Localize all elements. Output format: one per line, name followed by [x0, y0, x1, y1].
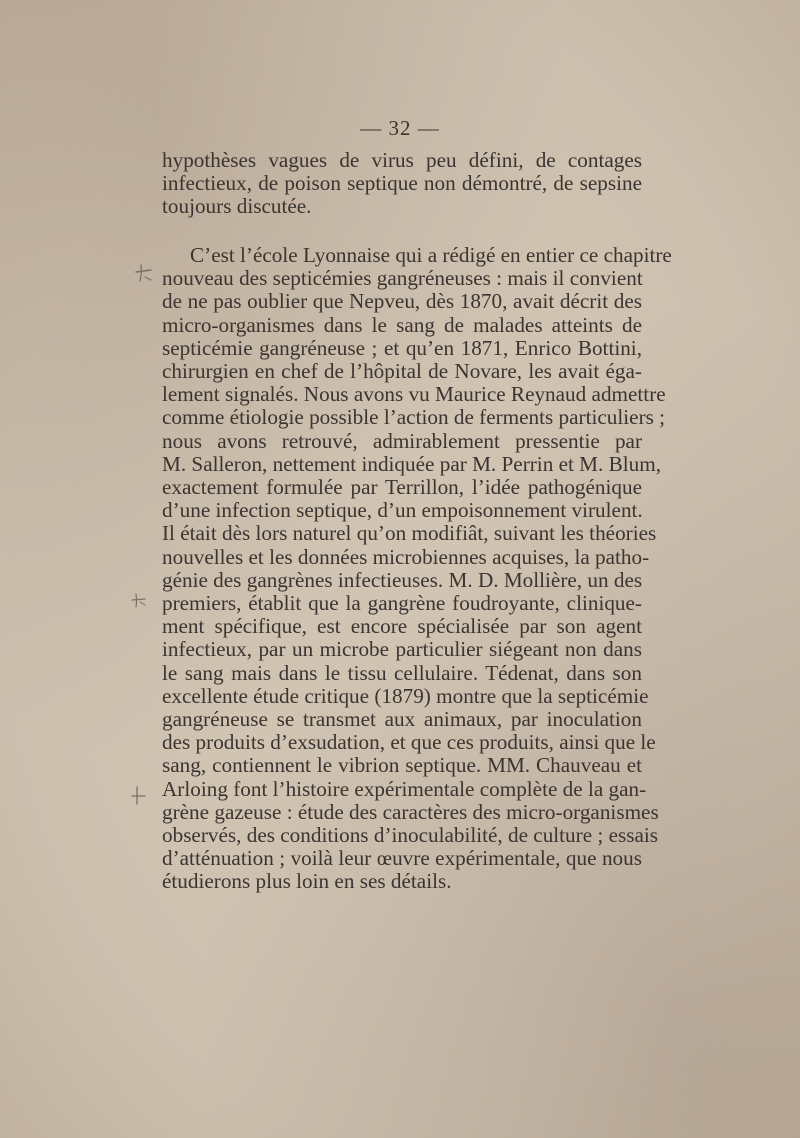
text-line: nouveau des septicémies gangréneuses : mais il convient: [162, 266, 643, 291]
pencil-cross-mark-icon: [132, 262, 154, 284]
page-number: — 32 —: [360, 116, 440, 140]
text-line: micro-organismes dans le sang de malades atteints de: [162, 312, 642, 337]
paragraph-2: [162, 243, 672, 894]
text-line: ment spécifique, est encore spécialisée par son agent: [162, 614, 642, 639]
text-line: observés, des conditions d’inoculabilité, de culture ; essais: [162, 823, 659, 848]
text-line: sang, contiennent le vibrion septique. MM. Chauveau et: [162, 753, 642, 778]
text-line: infectieux, par un microbe particulier siégeant non dans: [162, 637, 642, 662]
text-line: le sang mais dans le tissu cellulaire. Tédenat, dans son: [162, 660, 642, 685]
text-line: des produits d’exsudation, et que ces produits, ainsi que le: [162, 730, 656, 755]
text-line: comme étiologie possible l’action de ferments particuliers ;: [162, 405, 666, 430]
pencil-cross-mark-icon: [128, 784, 150, 806]
paragraph-1: [162, 149, 642, 219]
text-line: lement signalés. Nous avons vu Maurice Reynaud admettre: [162, 382, 666, 407]
text-line: gangréneuse se transmet aux animaux, par inoculation: [162, 707, 642, 732]
text-line: infectieux, de poison septique non démontré, de sepsine: [162, 171, 642, 196]
text-line: toujours discutée.: [162, 194, 312, 219]
text-line: chirurgien en chef de l’hôpital de Novare, les avait éga-: [162, 359, 642, 384]
text-line: excellente étude critique (1879) montre que la septicémie: [162, 683, 649, 708]
text-line: étudierons plus loin en ses détails.: [162, 869, 452, 894]
text-line: Arloing font l’histoire expérimentale complète de la gan-: [162, 776, 647, 801]
text-line: d’atténuation ; voilà leur œuvre expérimentale, que nous: [162, 846, 642, 871]
text-line: M. Salleron, nettement indiquée par M. Perrin et M. Blum,: [162, 451, 661, 476]
text-line: exactement formulée par Terrillon, l’idée pathogénique: [162, 475, 642, 500]
pencil-cross-mark-icon: [128, 590, 150, 612]
text-line: Il était dès lors naturel qu’on modifiât, suivant les théories: [162, 521, 657, 546]
text-line: nous avons retrouvé, admirablement pressentie par: [162, 428, 642, 453]
text-line: génie des gangrènes infectieuses. M. D. Mollière, un des: [162, 567, 643, 592]
text-line: C’est l’école Lyonnaise qui a rédigé en entier ce chapitre: [190, 243, 672, 267]
text-line: hypothèses vagues de virus peu défini, de contages: [162, 148, 642, 172]
text-line: premiers, établit que la gangrène foudroyante, clinique-: [162, 591, 642, 616]
text-line: de ne pas oublier que Nepveu, dès 1870, avait décrit des: [162, 289, 642, 314]
text-line: septicémie gangréneuse ; et qu’en 1871, Enrico Bottini,: [162, 335, 642, 360]
text-line: grène gazeuse : étude des caractères des micro-organismes: [162, 799, 659, 824]
text-line: nouvelles et les données microbiennes acquises, la patho-: [162, 544, 650, 569]
text-line: d’une infection septique, d’un empoisonnement virulent.: [162, 498, 643, 523]
